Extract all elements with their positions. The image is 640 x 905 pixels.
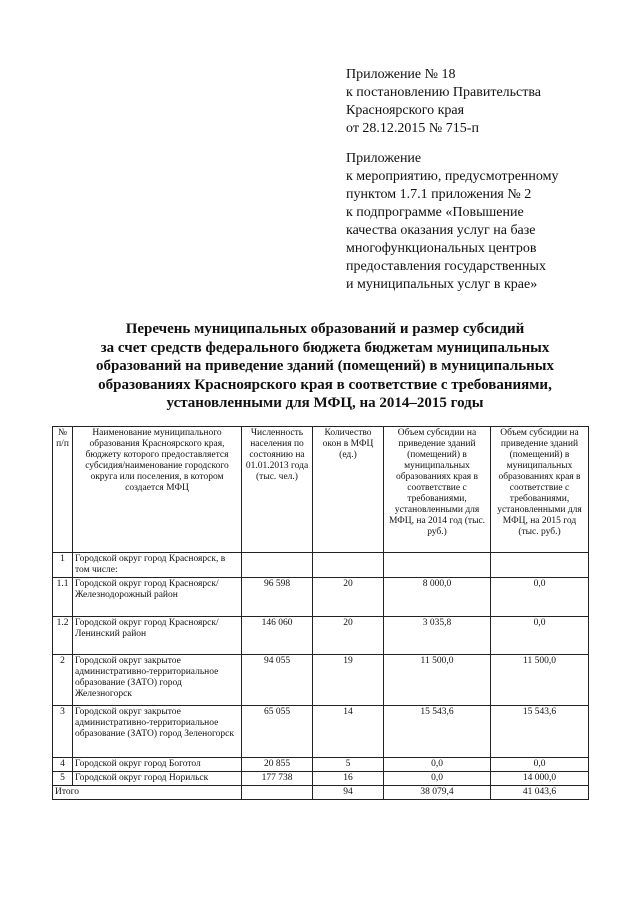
table-row: [53, 706, 589, 758]
appendix-line: к мероприятию, предусмотренному: [346, 169, 559, 184]
table-row: [53, 655, 589, 706]
row-subsidy-2014: 0,0: [384, 758, 491, 772]
table-row: [53, 758, 589, 772]
row-subsidy-2014: 3 035,8: [384, 617, 491, 655]
appendix-header: [346, 66, 626, 294]
header-subsidy-2014: Объем субсидии на приведение зданий (помещений) в муниципальных образованиях края в соответствие с требованиями, установленными для МФЦ, на 2014 год (тыс. руб.): [384, 427, 491, 553]
row-population: 65 055: [242, 706, 313, 758]
document-title: [40, 320, 610, 413]
row-population: 94 055: [242, 655, 313, 706]
row-subsidy-2015: 11 500,0: [491, 655, 589, 706]
appendix-line: и муниципальных услуг в крае»: [346, 277, 538, 292]
row-subsidy-2015: 0,0: [491, 617, 589, 655]
title-line: образованиях Красноярского края в соответствие с требованиями,: [98, 376, 552, 393]
row-name: Городской округ город Боготол: [73, 758, 242, 772]
row-subsidy-2014: 15 543,6: [384, 706, 491, 758]
table-row: [53, 578, 589, 617]
total-population: [242, 786, 313, 800]
header-population: Численность населения по состоянию на 01.01.2013 года (тыс. чел.): [242, 427, 313, 553]
subsidy-table: [52, 426, 589, 800]
row-population: 96 598: [242, 578, 313, 617]
row-windows: 19: [313, 655, 384, 706]
row-windows: 20: [313, 578, 384, 617]
row-num: 4: [53, 758, 73, 772]
total-subsidy-2014: 38 079,4: [384, 786, 491, 800]
row-population: [242, 553, 313, 578]
header-windows: Количество окон в МФЦ (ед.): [313, 427, 384, 553]
total-windows: 94: [313, 786, 384, 800]
row-subsidy-2015: [491, 553, 589, 578]
total-label: Итого: [53, 786, 242, 800]
row-num: 2: [53, 655, 73, 706]
row-windows: 16: [313, 772, 384, 786]
row-name: Городской округ город Красноярск/Железнодорожный район: [73, 578, 242, 617]
row-windows: 20: [313, 617, 384, 655]
title-line: образований на приведение зданий (помещений) в муниципальных: [95, 358, 555, 374]
table-row: [53, 617, 589, 655]
appendix-line: Приложение: [346, 151, 422, 166]
appendix-line: многофункциональных центров: [346, 241, 537, 256]
table-row: [53, 553, 589, 578]
header-name: Наименование муниципального образования Красноярского края, бюджету которого предоставляется субсидия/наименование городского округа или поселения, в котором создается МФЦ: [73, 427, 242, 553]
header-num: № п/п: [53, 427, 73, 553]
header-subsidy-2015: Объем субсидии на приведение зданий (помещений) в муниципальных образованиях края в соответствие с требованиями, установленными для МФЦ, на 2015 год (тыс. руб.): [491, 427, 589, 553]
title-line: Перечень муниципальных образований и размер субсидий: [125, 321, 525, 337]
row-subsidy-2014: 0,0: [384, 772, 491, 786]
row-windows: 14: [313, 706, 384, 758]
appendix-line: от 28.12.2015 № 715-п: [346, 121, 479, 136]
appendix-line: Красноярского края: [346, 103, 465, 118]
appendix-line: Приложение № 18: [346, 67, 456, 82]
row-num: 3: [53, 706, 73, 758]
table-header-row: [53, 427, 589, 553]
row-subsidy-2015: 0,0: [491, 578, 589, 617]
total-subsidy-2015: 41 043,6: [491, 786, 589, 800]
title-line: установленными для МФЦ, на 2014–2015 годы: [166, 395, 484, 411]
row-num: 1.1: [53, 578, 73, 617]
row-num: 1.2: [53, 617, 73, 655]
row-population: 177 738: [242, 772, 313, 786]
appendix-line: пунктом 1.7.1 приложения № 2: [346, 187, 532, 202]
row-name: Городской округ город Красноярск, в том числе:: [73, 553, 242, 578]
row-subsidy-2015: 14 000,0: [491, 772, 589, 786]
row-subsidy-2014: 11 500,0: [384, 655, 491, 706]
appendix-line: качества оказания услуг на базе: [346, 223, 536, 238]
table-row: [53, 772, 589, 786]
row-windows: 5: [313, 758, 384, 772]
row-name: Городской округ город Красноярск/Ленинский район: [73, 617, 242, 655]
row-population: 146 060: [242, 617, 313, 655]
row-population: 20 855: [242, 758, 313, 772]
title-line: за счет средств федерального бюджета бюджетам муниципальных: [100, 339, 550, 356]
row-subsidy-2014: [384, 553, 491, 578]
appendix-line: к постановлению Правительства: [346, 85, 542, 100]
table-total-row: [53, 786, 589, 800]
row-num: 5: [53, 772, 73, 786]
row-name: Городской округ закрытое административно-территориальное образование (ЗАТО) город Зеленогорск: [73, 706, 242, 758]
row-subsidy-2015: 0,0: [491, 758, 589, 772]
row-name: Городской округ город Норильск: [73, 772, 242, 786]
row-subsidy-2014: 8 000,0: [384, 578, 491, 617]
appendix-line: к подпрограмме «Повышение: [346, 205, 524, 220]
row-num: 1: [53, 553, 73, 578]
row-windows: [313, 553, 384, 578]
row-name: Городской округ закрытое административно-территориальное образование (ЗАТО) город Железногорск: [73, 655, 242, 706]
appendix-line: предоставления государственных: [346, 259, 546, 274]
row-subsidy-2015: 15 543,6: [491, 706, 589, 758]
